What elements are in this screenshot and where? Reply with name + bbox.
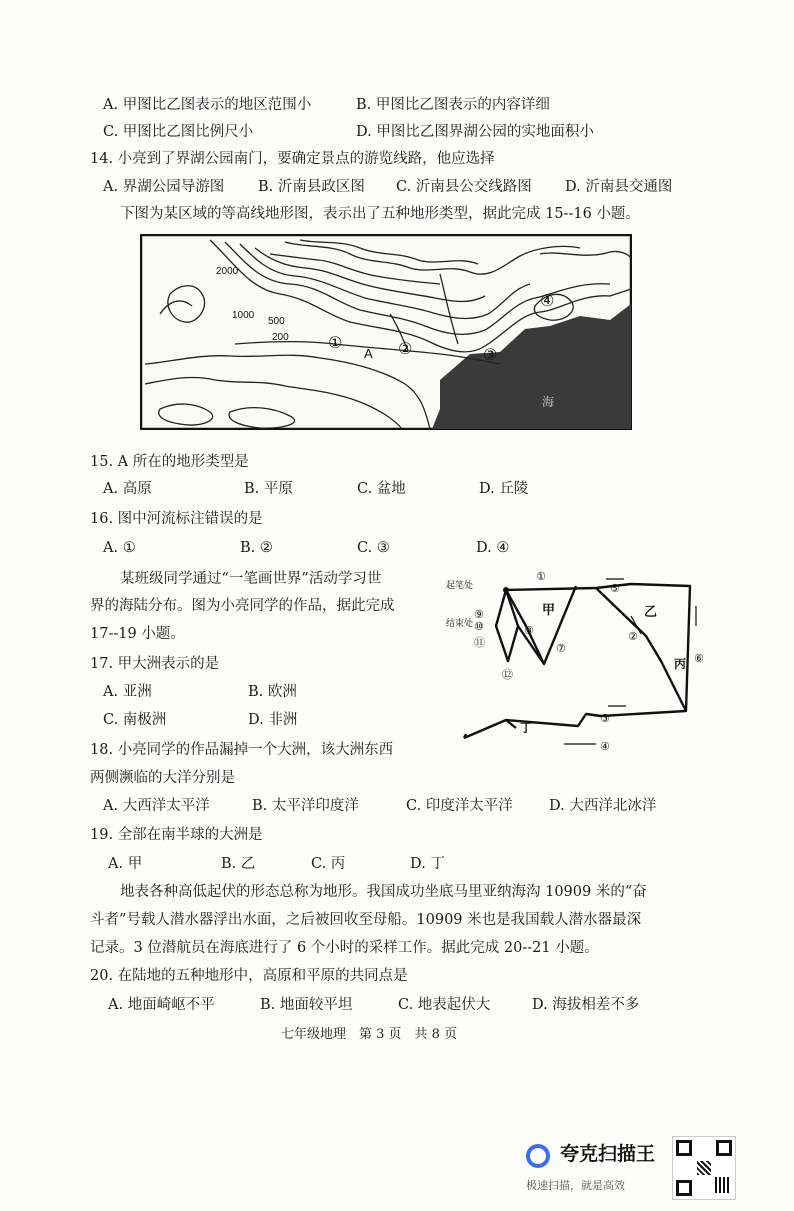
sketch-marker-6: ⑥: [694, 653, 704, 665]
q17-stem: 17. 甲大洲表示的是: [90, 656, 220, 672]
sketch-marker-9: ⑨: [474, 609, 484, 621]
q14-option-a: A. 界湖公园导游图: [103, 179, 225, 195]
q16-option-c: C. ③: [357, 540, 390, 556]
q13-option-c: C. 甲图比乙图比例尺小: [103, 124, 254, 140]
contour-map: [140, 234, 632, 430]
river-marker-3: ③: [483, 347, 498, 364]
q18-option-a: A. 大西洋太平洋: [103, 798, 210, 814]
q15-option-a: A. 高原: [103, 481, 152, 497]
q20-option-a: A. 地面崎岖不平: [108, 997, 215, 1013]
sketch-marker-4: ④: [600, 741, 610, 752]
q20-option-b: B. 地面较平坦: [260, 997, 353, 1013]
intro-20-21-line2: 斗者”号载人潜水器浮出水面，之后被回收至母船。10909 米也是我国载人潜水器最深: [90, 912, 642, 928]
end-label: 结束处: [446, 618, 474, 628]
scanner-slogan: 极速扫描，就是高效: [526, 1179, 625, 1192]
sketch-marker-5: ⑤: [610, 583, 620, 595]
continent-yi: 乙: [644, 604, 658, 619]
sketch-stroke: [496, 590, 518, 661]
river-marker-2: ②: [398, 341, 413, 358]
contour-label-500: 500: [268, 316, 285, 327]
q16-stem: 16. 图中河流标注错误的是: [90, 511, 263, 527]
q18-stem-line2: 两侧濒临的大洋分别是: [90, 770, 235, 786]
q13-option-d: D. 甲图比乙图界湖公园的实地面积小: [356, 124, 594, 140]
scanner-watermark: [520, 1136, 780, 1200]
intro-20-21-line3: 记录。3 位潜航员在海底进行了 6 个小时的采样工作。据此完成 20--21 小题。: [90, 940, 599, 956]
intro-20-21-line1: 地表各种高低起伏的形态总称为地形。我国成功坐底马里亚纳海沟 10909 米的“奋: [120, 884, 647, 900]
sketch-stroke: [596, 588, 686, 711]
scanner-logo-icon: [526, 1144, 550, 1168]
sketch-marker-1: ①: [536, 571, 546, 583]
q16-option-b: B. ②: [240, 540, 273, 556]
q19-option-b: B. 乙: [221, 856, 256, 872]
continent-sketch: [446, 566, 720, 752]
q15-option-b: B. 平原: [244, 481, 293, 497]
q20-option-d: D. 海拔相差不多: [532, 997, 640, 1013]
intro-17-19-line1: 某班级同学通过“一笔画世界”活动学习世: [120, 571, 382, 587]
intro-17-19-line3: 17--19 小题。: [90, 626, 185, 642]
q16-option-a: A. ①: [103, 540, 136, 556]
q17-option-b: B. 欧洲: [248, 684, 297, 700]
q18-option-d: D. 大西洋北冰洋: [549, 798, 657, 814]
q20-option-c: C. 地表起伏大: [398, 997, 491, 1013]
q18-option-b: B. 太平洋印度洋: [252, 798, 359, 814]
q15-option-c: C. 盆地: [357, 481, 406, 497]
q15-option-d: D. 丘陵: [479, 481, 529, 497]
contour-label-200: 200: [272, 332, 289, 343]
intro-17-19-line2: 界的海陆分布。图为小亮同学的作品，据此完成: [90, 598, 395, 614]
q14-option-c: C. 沂南县公交线路图: [396, 179, 532, 195]
start-label: 起笔处: [446, 580, 474, 590]
scanner-brand: 夸克扫描王: [560, 1143, 656, 1165]
continent-jia: 甲: [542, 602, 556, 617]
q15-stem: 15. A 所在的地形类型是: [90, 454, 249, 470]
intro-15-16: 下图为某区域的等高线地形图，表示出了五种地形类型，据此完成 15--16 小题。: [120, 206, 640, 222]
q19-option-c: C. 丙: [311, 856, 346, 872]
q17-option-a: A. 亚洲: [103, 684, 152, 700]
q14-option-d: D. 沂南县交通图: [565, 179, 673, 195]
q18-option-c: C. 印度洋太平洋: [406, 798, 513, 814]
sketch-marker-12: ⑫: [502, 669, 513, 681]
q19-stem: 19. 全部在南半球的大洲是: [90, 827, 263, 843]
sea-label: 海: [542, 395, 555, 409]
sketch-marker-2: ②: [628, 631, 638, 643]
contour-label-2000: 2000: [216, 266, 239, 277]
sketch-marker-3: ③: [600, 713, 610, 725]
q17-option-d: D. 非洲: [248, 712, 298, 728]
q13-option-a: A. 甲图比乙图表示的地区范围小: [103, 97, 312, 113]
start-point: [503, 587, 509, 593]
q19-option-d: D. 丁: [410, 856, 445, 872]
continent-ding: 丁: [520, 721, 533, 735]
sketch-marker-7: ⑦: [556, 643, 566, 655]
contour-label-1000: 1000: [232, 310, 255, 321]
continent-bing: 丙: [674, 657, 687, 671]
page-footer: 七年级地理 第 3 页 共 8 页: [281, 1027, 458, 1042]
q16-option-d: D. ④: [476, 540, 510, 556]
qr-code-icon: [672, 1136, 736, 1200]
sketch-marker-11: ⑪: [474, 637, 485, 649]
q18-stem-line1: 18. 小亮同学的作品漏掉一个大洲，该大洲东西: [90, 742, 394, 758]
q17-option-c: C. 南极洲: [103, 712, 167, 728]
q13-option-b: B. 甲图比乙图表示的内容详细: [356, 97, 550, 113]
q14-option-b: B. 沂南县政区图: [258, 179, 365, 195]
river-marker-4: ④: [540, 293, 555, 310]
q20-stem: 20. 在陆地的五种地形中，高原和平原的共同点是: [90, 968, 408, 984]
point-a-label: A: [364, 346, 373, 361]
sketch-marker-10: ⑩: [474, 621, 484, 633]
river-marker-1: ①: [328, 335, 343, 352]
q19-option-a: A. 甲: [108, 856, 143, 872]
sketch-marker-8: ⑧: [524, 625, 534, 637]
q14-stem: 14. 小亮到了界湖公园南门，要确定景点的游览线路，他应选择: [90, 151, 495, 167]
